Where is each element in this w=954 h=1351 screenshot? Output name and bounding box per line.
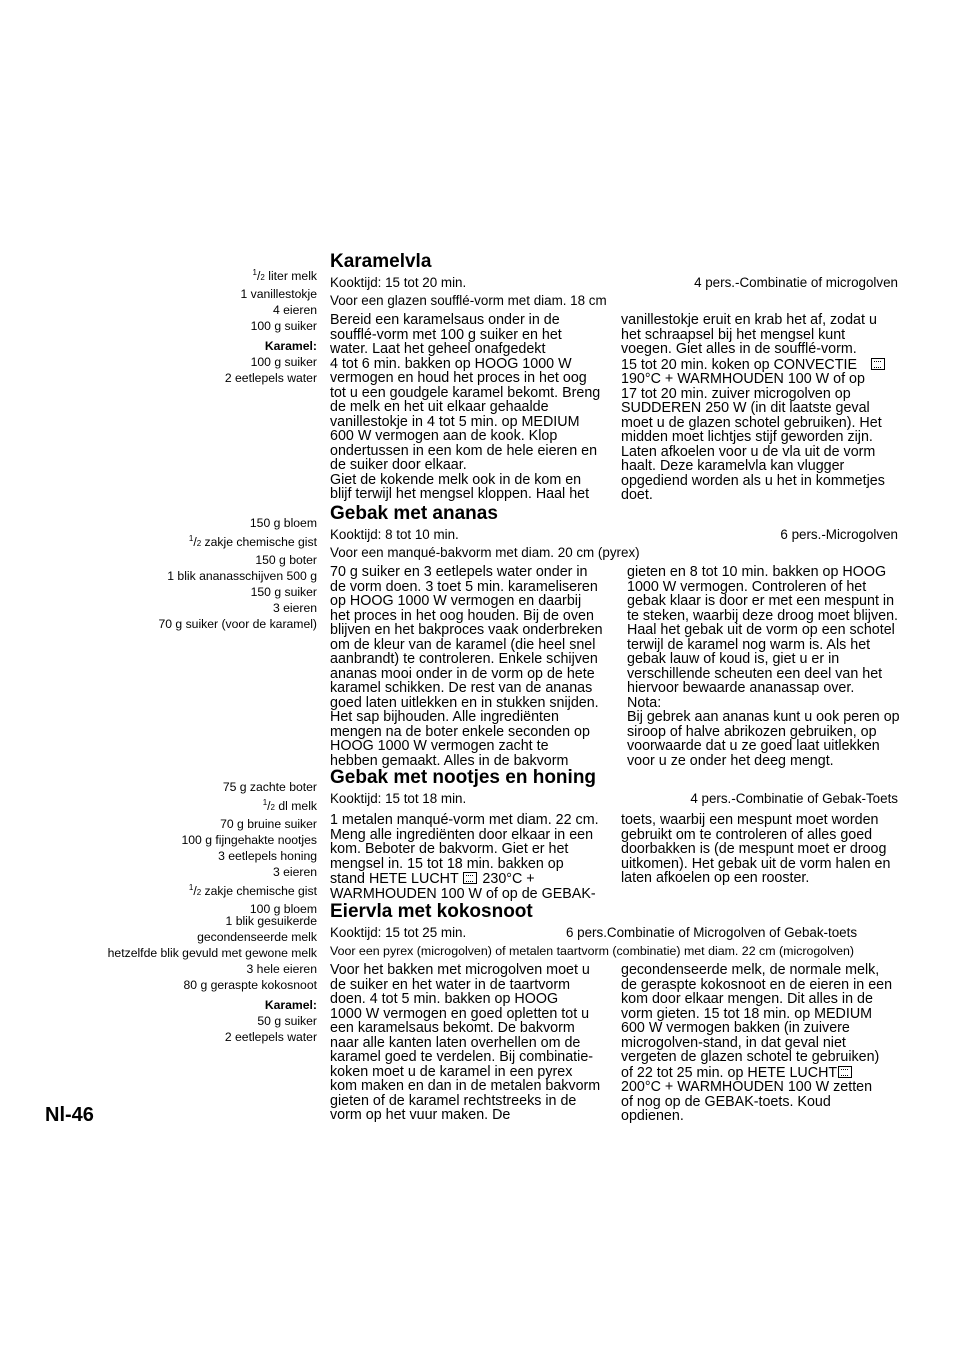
ingredient: 50 g suiker	[257, 1014, 317, 1028]
ingredients-karamelvla	[225, 265, 317, 386]
ingredient: $^1$/2 liter melk	[252, 268, 317, 284]
recipe-info	[330, 527, 910, 543]
recipe-title: Gebak met ananas	[330, 503, 498, 524]
recipe-info	[330, 275, 910, 291]
recipe-info	[330, 925, 910, 941]
body-column-left: 70 g suiker en 3 eetlepels water onder in de vorm doen. 3 toet 5 min. karameliseren op HOOG 1000 W vermogen en daarbij het proces in het oog houden. Bij de oven blijven en het bakproces vaak onderbreken om de kleur van de karamel (die heel snel aanbrandt) te controleren. Enkele schijven ananas mooi onder in de vorm op de hete karamel schikken. De rest van de ananas goed laten uitlekken en in stukken snijden. Het sap bijhouden. Alle ingrediënten mengen na de boter enkele seconden op HOOG 1000 W vermogen zacht te hebben gemaakt. Alles in de bakvorm	[330, 564, 603, 769]
ingredient: 70 g suiker (voor de karamel)	[158, 617, 317, 632]
cooking-time: Kooktijd: 15 tot 25 min.	[330, 925, 467, 940]
page-number: Nl-46	[45, 1104, 94, 1126]
ingredient: 3 eetlepels honing	[218, 849, 317, 864]
ingredient: 2 eetlepels water	[224, 371, 317, 386]
cooking-time: Kooktijd: 15 tot 18 min.	[330, 791, 467, 806]
pan-note: Voor een manqué-bakvorm met diam. 20 cm (pyrex)	[330, 545, 640, 560]
ingredient: 3 hele eieren	[246, 962, 317, 976]
ingredient: hetzelfde blik gevuld met gewone melk	[107, 946, 317, 960]
ingredient-header: Karamel:	[264, 339, 317, 354]
ingredient: 3 eieren	[272, 601, 317, 616]
hot-air-icon	[463, 872, 477, 884]
ingredient: 1 blik gesuikerde	[225, 914, 317, 928]
cooking-time: Kooktijd: 15 tot 20 min.	[330, 275, 467, 290]
body-column-right: vanillestokje eruit en krab het af, zodat u het schraapsel bij het mengsel kunt voegen. Giet alles in de soufflé-vorm. 15 tot 20 min. koken op CONVECTIE 190°C + WARMHOUDEN 100 W of op 17 tot 20 min. zuiver microgolven op SUDDEREN 250 W (in dit laatste geval moet u de glazen schotel gebruiken). Het midden moet lichtjes stijf geworden zijn. Laten afkoelen voor u de vla uit de vorm haalt. Deze karamelvla kan vlugger opgediend worden als u het in kommetjes doet.	[621, 312, 885, 503]
ingredient: 100 g fijngehakte nootjes	[181, 833, 317, 848]
ingredient: 100 g bloem	[249, 902, 317, 917]
ingredient: 150 g bloem	[249, 516, 317, 530]
recipe-eiervla	[330, 901, 910, 1128]
ingredients-gebak-nootjes	[181, 779, 317, 917]
persons-mode: 6 pers.-Microgolven	[780, 527, 898, 542]
pan-note: Voor een glazen soufflé-vorm met diam. 18 cm	[330, 293, 607, 308]
ingredient: gecondenseerde melk	[197, 930, 317, 944]
ingredient: 4 eieren	[272, 303, 317, 318]
ingredient: 3 eieren	[272, 865, 317, 880]
ingredient: 150 g suiker	[250, 585, 317, 600]
recipe-body	[330, 313, 910, 503]
ingredients-gebak-ananas	[158, 515, 317, 632]
body-column-left: Voor het bakken met microgolven moet u de suiker en het water in de taartvorm doen. 4 tot 5 min. bakken op HOOG 1000 W vermogen en goed opletten tot u een karamelsaus bekomt. De bakvorm naar alle kanten laten overhellen om de karamel goed te verdelen. Bij combinatie- koken moet u de karamel in een pyrex kom maken en dan in de metalen bakvorm gieten of de karamel rechtstreeks in de vorm op het vuur maken. De	[330, 962, 601, 1123]
ingredient: $^1$/2 dl melk	[262, 798, 317, 814]
pan-note: Voor een pyrex (microgolven) of metalen taartvorm (combinatie) met diam. 22 cm (microgolven)	[330, 944, 855, 958]
body-column-left: Bereid een karamelsaus onder in de soufflé-vorm met 100 g suiker en het water. Laat het geheel onafgedekt 4 tot 6 min. bakken op HOOG 1000 W vermogen en houd het proces in het oog tot u een goudgele karamel bekomt. Breng de melk en het uit elkaar gehaalde vanillestokje in 4 tot 5 min. op MEDIUM 600 W vermogen aan de kook. Klop ondertussen in een kom de hele eieren en de suiker door elkaar. Giet de kokende melk ook in de kom en blijf terwijl het mengsel kloppen. Haal het	[330, 312, 601, 502]
recipe-karamelvla	[330, 251, 910, 503]
hot-air-icon	[838, 1066, 852, 1078]
persons-mode: 4 pers.-Combinatie of Gebak-Toets	[690, 791, 898, 806]
recipe-body	[330, 813, 910, 903]
persons-mode: 4 pers.-Combinatie of microgolven	[694, 275, 898, 290]
ingredient: $^1$/2 zakje chemische gist	[188, 883, 317, 899]
recipe-body	[330, 963, 910, 1128]
ingredient: 1 vanillestokje	[240, 287, 317, 302]
persons-mode: 6 pers.Combinatie of Microgolven of Gebak-toets	[566, 925, 858, 940]
ingredient: 150 g boter	[255, 553, 317, 568]
recipe-title: Eiervla met kokosnoot	[330, 901, 533, 922]
cooking-time: Kooktijd: 8 tot 10 min.	[330, 527, 459, 542]
ingredient: 100 g suiker	[250, 355, 317, 370]
ingredient: 100 g suiker	[250, 319, 317, 334]
recipe-body	[330, 565, 910, 770]
body-column-left: 1 metalen manqué-vorm met diam. 22 cm. Meng alle ingrediënten door elkaar in een kom. Beboter de bakvorm. Giet er het mengsel in. 15 tot 18 min. bakken op stand HETE LUCHT 230°C + WARMHOUDEN 100 W of op de GEBAK-	[330, 812, 599, 902]
ingredient: $^1$/2 zakje chemische gist	[188, 534, 317, 550]
ingredient: 70 g bruine suiker	[220, 817, 317, 832]
recipe-title: Karamelvla	[330, 251, 432, 272]
recipe-title: Gebak met nootjes en honing	[330, 767, 597, 788]
recipe-info	[330, 791, 910, 807]
convection-icon	[871, 358, 885, 370]
ingredient-header: Karamel:	[264, 998, 317, 1012]
ingredient: 2 eetlepels water	[224, 1030, 317, 1044]
body-column-right: gecondenseerde melk, de normale melk, de geraspte kokosnoot en de eieren in een kom door elkaar mengen. Dit alles in de vorm gieten. 15 tot 18 min. op MEDIUM 600 W vermogen bakken (in zuivere microgolven-stand, in dat geval niet vergeten de glazen schotel te gebruiken) of 22 tot 25 min. op HETE LUCHT 200°C + WARMHOUDEN 100 W zetten of nog op de GEBAK-toets. Koud opdienen.	[621, 962, 893, 1124]
recipe-gebak-nootjes	[330, 767, 910, 903]
ingredient: 80 g geraspte kokosnoot	[183, 978, 317, 992]
recipe-gebak-ananas	[330, 503, 910, 770]
ingredient: 1 blik ananasschijven 500 g	[167, 569, 317, 584]
ingredient: 75 g zachte boter	[222, 780, 317, 794]
ingredients-eiervla	[108, 913, 317, 1045]
body-column-right: toets, waarbij een mespunt moet worden gebruikt om te controleren of alles goed doorbakken is (de mespunt moet er droog uitkomen). Het gebak uit de vorm halen en laten afkoelen op een rooster.	[621, 812, 891, 886]
body-column-right: gieten en 8 tot 10 min. bakken op HOOG 1000 W vermogen. Controleren of het gebak klaar is door er met een mespunt in te steken, waarbij deze droog moet blijven. Haal het gebak uit de vorm op een schotel terwijl de karamel nog warm is. Als het gebak lauw of koud is, giet u er in verschillende scheuten een deel van het hiervoor bewaarde ananassap over. Nota: Bij gebrek aan ananas kunt u ook peren op siroop of halve abrikozen gebruiken, op voorwaarde dat u ze goed laat uitlekken voor u ze onder het deeg mengt.	[627, 564, 900, 769]
